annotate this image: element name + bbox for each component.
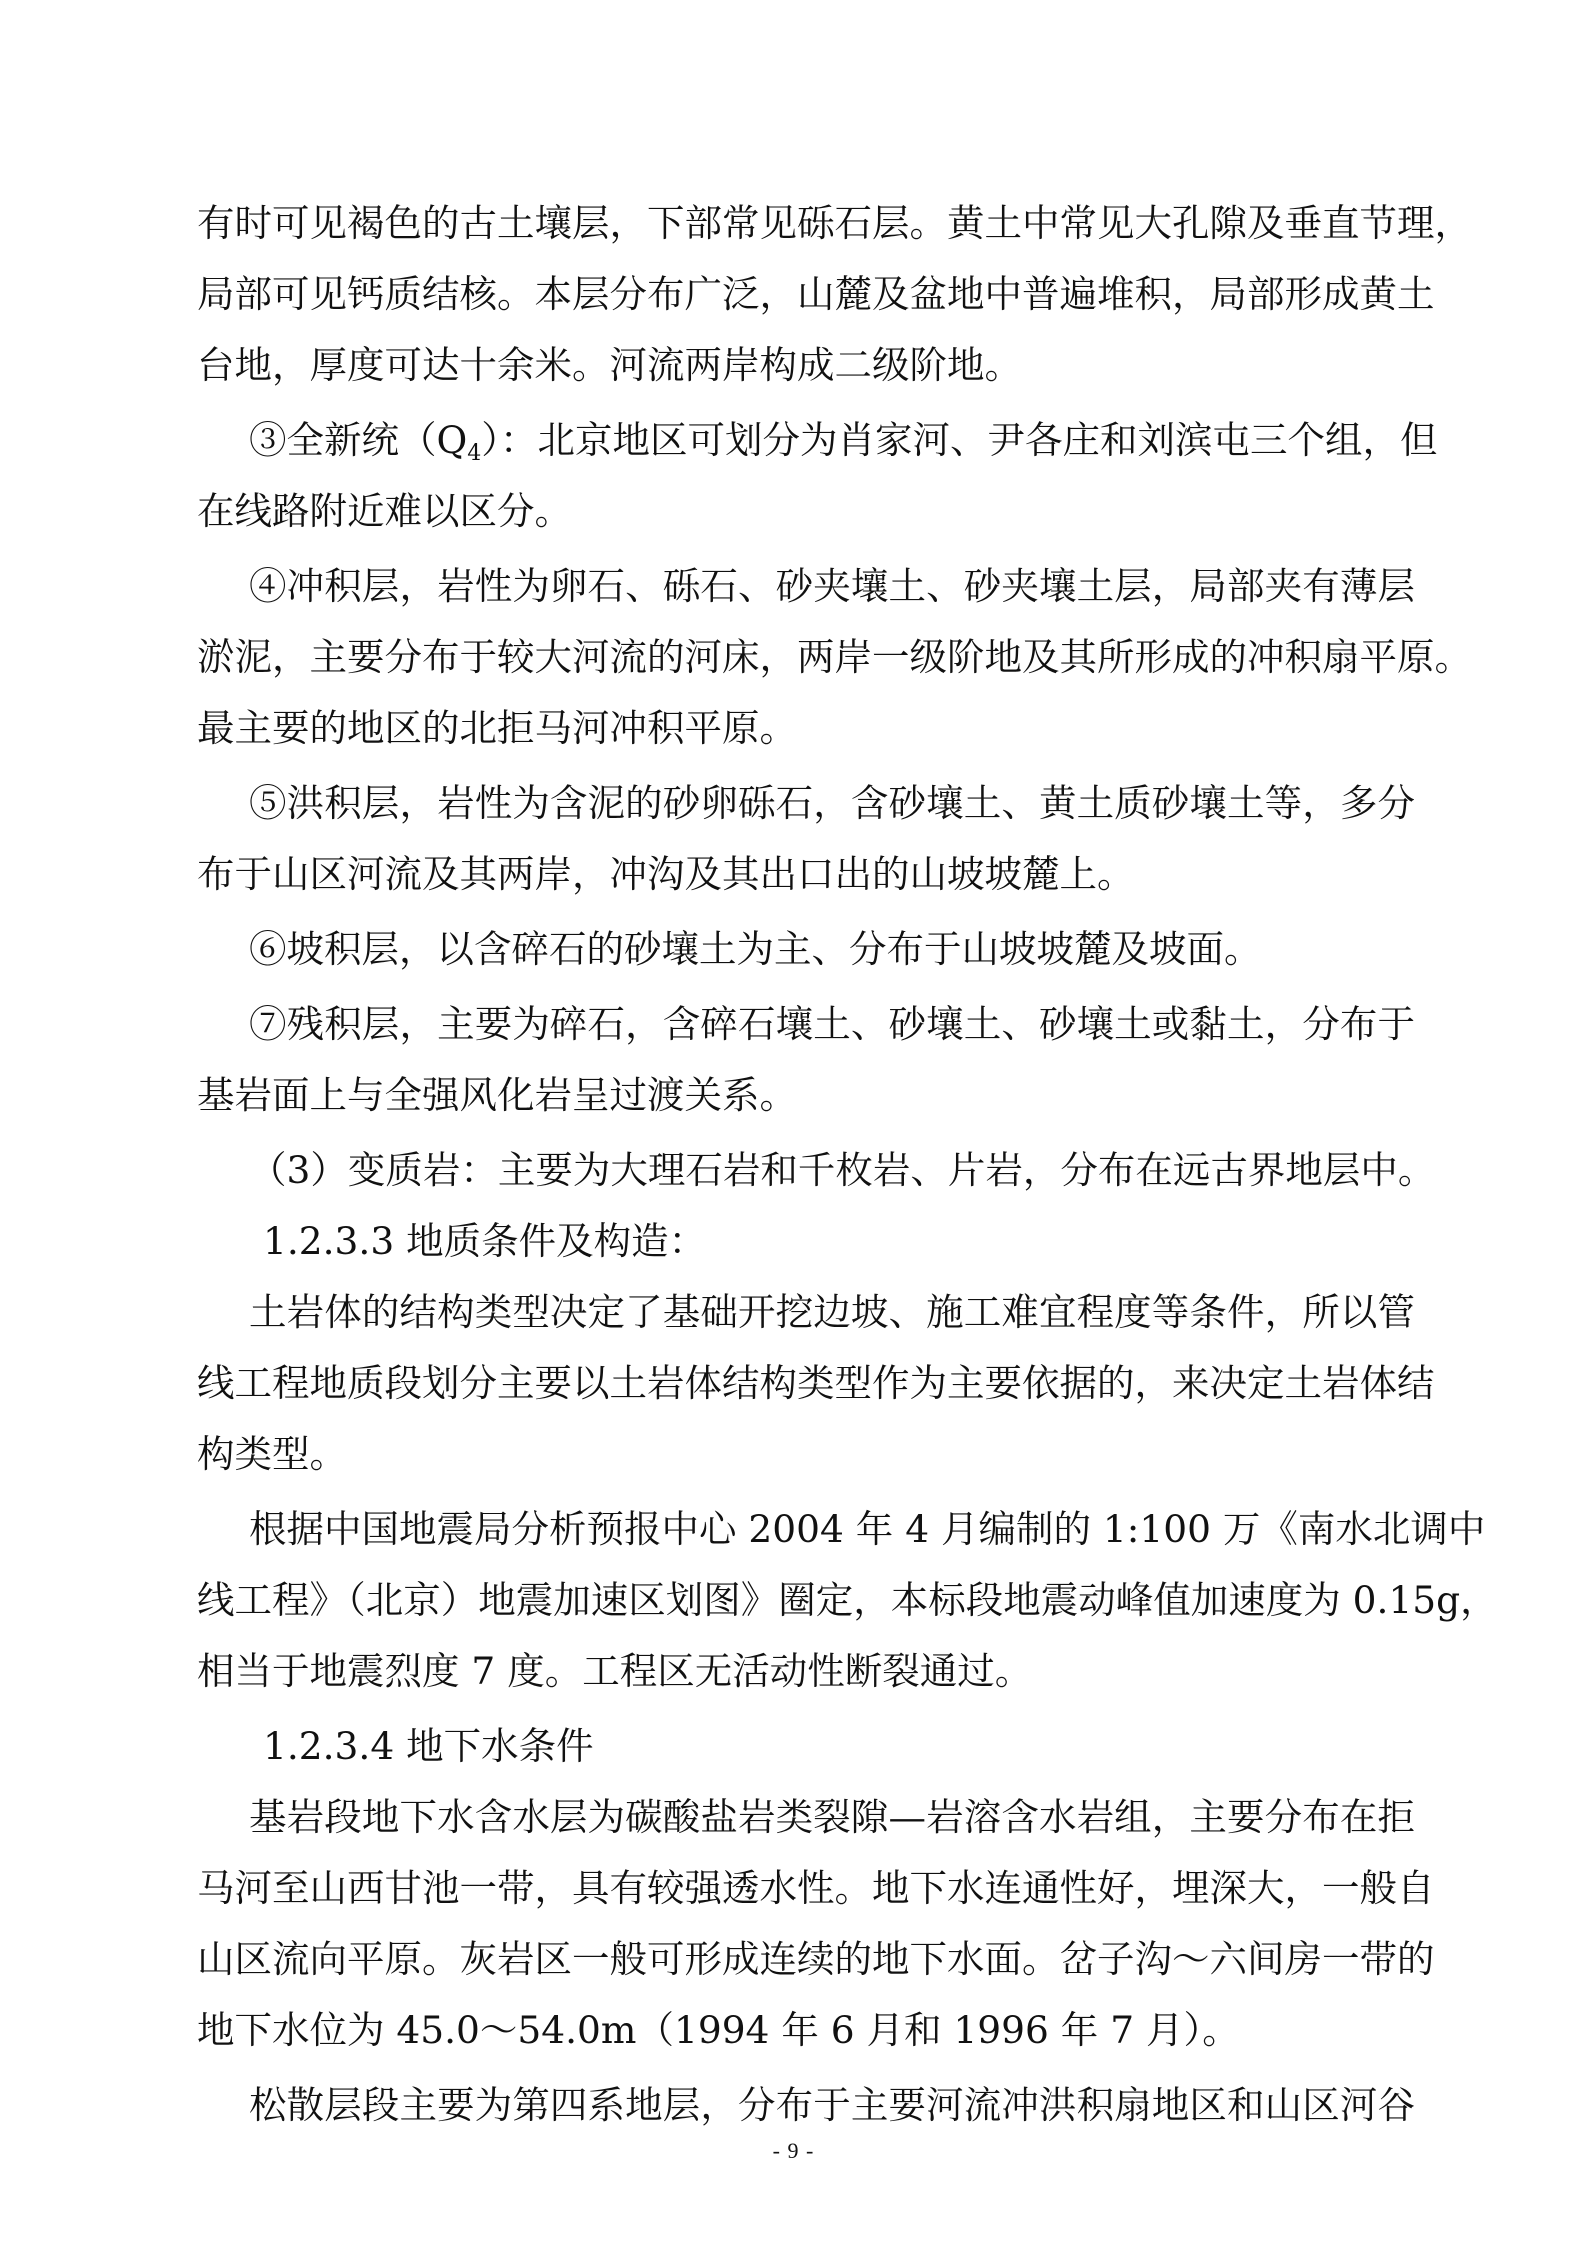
paragraph-groundwater-loose (197, 2070, 1415, 2141)
text-line: 松散层段主要为第四系地层，分布于主要河流冲洪积扇地区和山区河谷 (249, 2083, 1415, 2127)
paragraph-alluvial (197, 551, 1472, 764)
text-line: （3）变质岩：主要为大理石岩和千枚岩、片岩，分布在远古界地层中。 (249, 1148, 1436, 1192)
paragraph-structure (197, 1277, 1435, 1490)
text-line: 淤泥，主要分布于较大河流的河床，两岸一级阶地及其所形成的冲积扇平原。 (197, 635, 1472, 679)
paragraph-colluvial (197, 914, 1415, 985)
paragraph-seismic (197, 1494, 1498, 1707)
text-line: 线工程地质段划分主要以土岩体结构类型作为主要依据的，来决定土岩体结 (197, 1361, 1435, 1405)
text-line: ⑦残积层，主要为碎石，含碎石壤土、砂壤土、砂壤土或黏土，分布于 (249, 1002, 1415, 1046)
text-line: 最主要的地区的北拒马河冲积平原。 (197, 706, 797, 750)
section-heading: 1.2.3.3 地质条件及构造： (263, 1219, 707, 1263)
text-line: 土岩体的结构类型决定了基础开挖边坡、施工难宜程度等条件，所以管 (249, 1290, 1415, 1334)
paragraph-loess (197, 188, 1472, 401)
text-line: 马河至山西甘池一带，具有较强透水性。地下水连通性好，埋深大，一般自 (197, 1866, 1435, 1910)
text-line: ④冲积层，岩性为卵石、砾石、砂夹壤土、砂夹壤土层，局部夹有薄层 (249, 564, 1415, 608)
text-line: 基岩面上与全强风化岩呈过渡关系。 (197, 1073, 797, 1117)
document-body (197, 188, 1498, 2141)
paragraph-holocene (197, 405, 1438, 547)
text-line (197, 405, 1438, 476)
text-line: 布于山区河流及其两岸，冲沟及其出口出的山坡坡麓上。 (197, 852, 1135, 896)
text-line: 地下水位为 45.0～54.0m（1994 年 6 月和 1996 年 7 月）。 (197, 2008, 1240, 2052)
text-line: 台地，厚度可达十余米。河流两岸构成二级阶地。 (197, 343, 1022, 387)
text-line: 在线路附近难以区分。 (197, 489, 572, 533)
text-line: 局部可见钙质结核。本层分布广泛，山麓及盆地中普遍堆积，局部形成黄土 (197, 272, 1435, 316)
text-line: 山区流向平原。灰岩区一般可形成连续的地下水面。岔子沟～六间房一带的 (197, 1937, 1435, 1981)
text-line: 构类型。 (197, 1432, 347, 1476)
subscript: 4 (467, 441, 482, 466)
text-line: 相当于地震烈度 7 度。工程区无活动性断裂通过。 (197, 1649, 1033, 1693)
paragraph-proluvial (197, 768, 1415, 910)
text-line: 线工程》（北京）地震加速区划图》圈定，本标段地震动峰值加速度为 0.15g， (197, 1578, 1498, 1622)
section-heading: 1.2.3.4 地下水条件 (263, 1724, 594, 1768)
page-number: - 9 - (772, 2138, 815, 2163)
text-line: 基岩段地下水含水层为碳酸盐岩类裂隙—岩溶含水岩组，主要分布在拒 (249, 1795, 1415, 1839)
paragraph-groundwater-bedrock (197, 1782, 1435, 2066)
text-line: 有时可见褐色的古土壤层，下部常见砾石层。黄土中常见大孔隙及垂直节理， (197, 201, 1472, 245)
paragraph-eluvial (197, 989, 1415, 1131)
text-line: ⑥坡积层，以含碎石的砂壤土为主、分布于山坡坡麓及坡面。 (249, 927, 1262, 971)
text-line: ⑤洪积层，岩性为含泥的砂卵砾石，含砂壤土、黄土质砂壤土等，多分 (249, 781, 1415, 825)
text-span: ③全新统（Q (249, 418, 468, 462)
text-span: ）：北京地区可划分为肖家河、尹各庄和刘滨屯三个组，但 (481, 418, 1438, 462)
paragraph-metamorphic (197, 1135, 1436, 1206)
text-line: 根据中国地震局分析预报中心 2004 年 4 月编制的 1:100 万《南水北调中 (249, 1507, 1486, 1551)
